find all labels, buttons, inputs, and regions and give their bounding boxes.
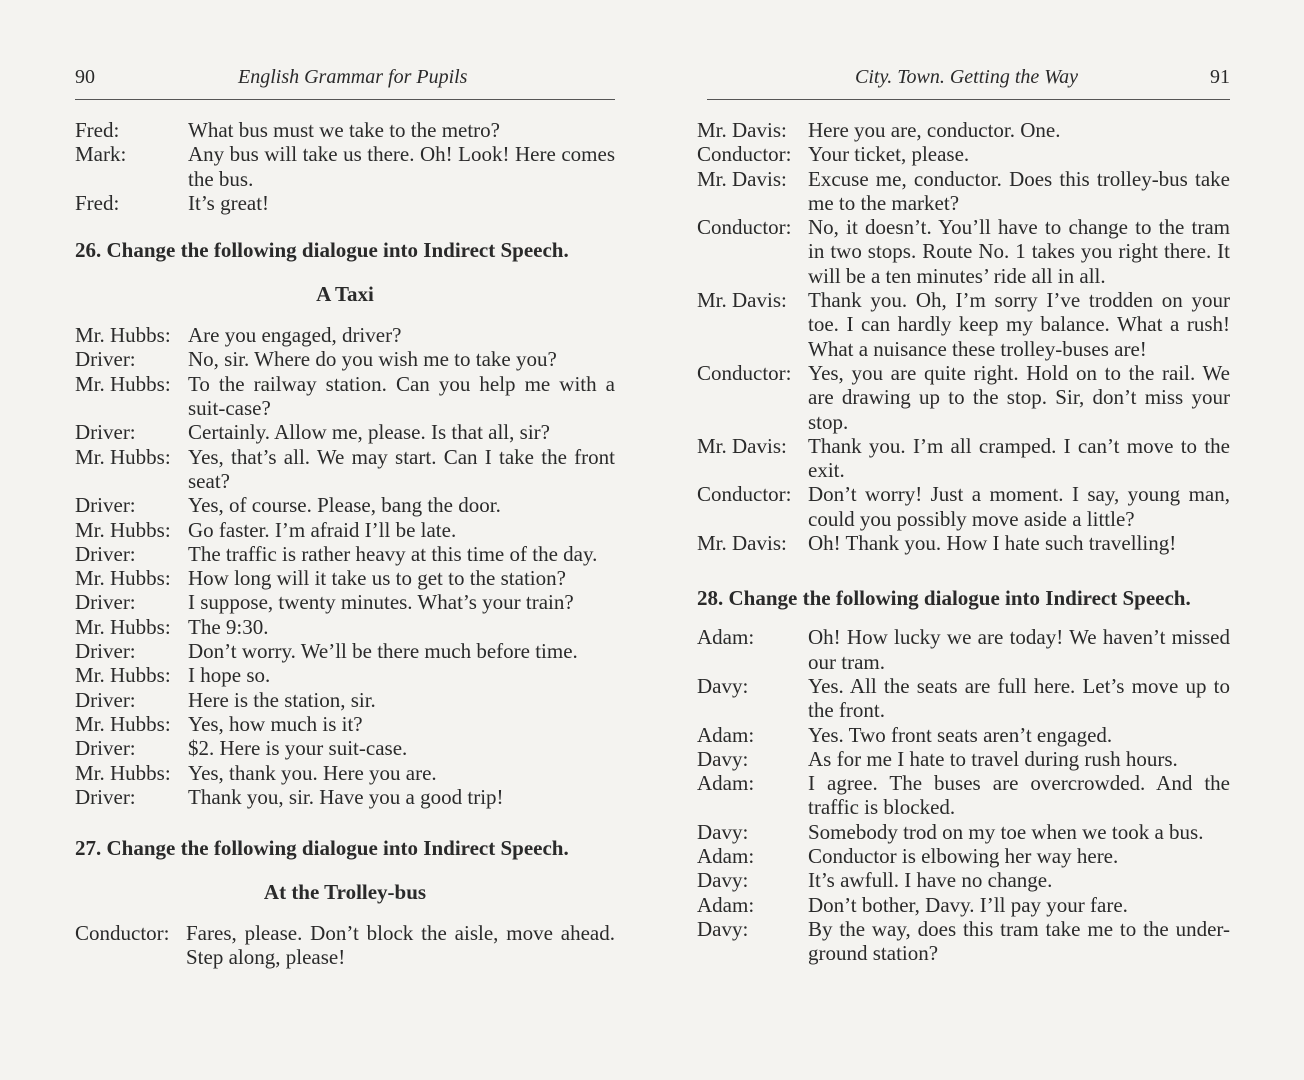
dialogue-line bbox=[75, 761, 615, 785]
speaker-name: Mr. Hubbs: bbox=[75, 614, 171, 639]
dialogue-line bbox=[75, 118, 615, 142]
dialogue-line bbox=[75, 493, 615, 517]
speech-text: Are you engaged, driver? bbox=[188, 323, 402, 348]
dialogue-line bbox=[75, 785, 615, 809]
speaker-name: Conductor: bbox=[697, 215, 792, 240]
speaker-name: Conductor: bbox=[697, 482, 792, 507]
speaker-name: Fred: bbox=[75, 118, 120, 142]
speech-text: The 9:30. bbox=[188, 614, 269, 639]
dialogue-line bbox=[697, 771, 1230, 820]
dialogue-line bbox=[75, 518, 615, 542]
dialogue-line bbox=[75, 566, 615, 590]
speech-text: To the railway station. Can you help me with a suit-case? bbox=[188, 371, 615, 421]
dialogue-line bbox=[697, 893, 1230, 917]
speech-text: Here is the station, sir. bbox=[188, 687, 376, 712]
speech-text: Oh! Thank you. How I hate such travelling! bbox=[808, 531, 1177, 556]
speech-text: Here you are, conductor. One. bbox=[808, 118, 1061, 142]
dialogue-line bbox=[75, 712, 615, 736]
speech-text: Excuse me, conductor. Does this trolley-bus take me to the market? bbox=[808, 166, 1230, 215]
header-rule bbox=[75, 99, 615, 100]
speech-text: Fares, please. Don’t block the aisle, move ahead. Step along, please! bbox=[186, 921, 615, 970]
speech-text: It’s great! bbox=[188, 190, 270, 215]
speech-text: Yes, you are quite right. Hold on to the rail. We are drawing up to the stop. Sir, don’t miss your stop. bbox=[808, 360, 1230, 434]
speaker-name: Driver: bbox=[75, 736, 136, 761]
speech-text: Yes, how much is it? bbox=[188, 711, 363, 736]
speaker-name: Davy: bbox=[697, 746, 749, 771]
dialogue-line bbox=[697, 674, 1230, 723]
right-page bbox=[652, 0, 1304, 1080]
speech-text: Certainly. Allow me, please. Is that all, sir? bbox=[188, 420, 550, 445]
speaker-name: Conductor: bbox=[697, 360, 792, 385]
dialogue-line bbox=[697, 844, 1230, 868]
speaker-name: Driver: bbox=[75, 541, 136, 566]
exercise-27-heading: 27. Change the following dialogue into Indirect Speech. bbox=[75, 836, 569, 861]
speaker-name: Driver: bbox=[75, 493, 136, 518]
running-title: English Grammar for Pupils bbox=[238, 66, 468, 88]
speaker-name: Mr. Hubbs: bbox=[75, 663, 171, 688]
speech-text: The traffic is rather heavy at this time of the day. bbox=[188, 541, 598, 566]
speech-text: Yes, of course. Please, bang the door. bbox=[188, 493, 501, 518]
page-number: 91 bbox=[1210, 66, 1230, 88]
page-number: 90 bbox=[75, 66, 95, 88]
left-header bbox=[75, 66, 615, 96]
dialogue-line bbox=[75, 445, 615, 494]
speech-text: Don’t bother, Davy. I’ll pay your fare. bbox=[808, 892, 1128, 917]
exercise-28-heading: 28. Change the following dialogue into Indirect Speech. bbox=[697, 586, 1191, 611]
exercise-26-title: A Taxi bbox=[316, 282, 374, 307]
dialogue-line bbox=[75, 663, 615, 687]
speech-text: Yes, that’s all. We may start. Can I take the front seat? bbox=[188, 444, 615, 493]
right-content bbox=[697, 118, 1230, 966]
speech-text: Thank you. I’m all cramped. I can’t move to the exit. bbox=[808, 433, 1230, 483]
speech-text: I agree. The buses are overcrowded. And the traffic is blocked. bbox=[808, 771, 1230, 820]
dialogue-line bbox=[697, 361, 1230, 434]
speaker-name: Mr. Hubbs: bbox=[75, 517, 171, 542]
speech-text: I suppose, twenty minutes. What’s your train? bbox=[188, 590, 574, 615]
dialogue-line bbox=[75, 323, 615, 347]
speech-text: As for me I hate to travel during rush hours. bbox=[808, 746, 1178, 771]
speech-text: Yes, thank you. Here you are. bbox=[188, 760, 437, 785]
exercise-27-title: At the Trolley-bus bbox=[263, 880, 427, 905]
speech-text: I hope so. bbox=[188, 663, 271, 688]
dialogue-line bbox=[75, 347, 615, 371]
speaker-name: Mr. Hubbs: bbox=[75, 760, 171, 785]
speaker-name: Mr. Hubbs: bbox=[75, 444, 171, 469]
speaker-name: Driver: bbox=[75, 639, 136, 664]
speaker-name: Adam: bbox=[697, 625, 755, 650]
speaker-name: Mr. Hubbs: bbox=[75, 566, 171, 591]
speaker-name: Davy: bbox=[697, 868, 749, 893]
speech-text: Any bus will take us there. Oh! Look! Here comes the bus. bbox=[188, 142, 615, 191]
speaker-name: Driver: bbox=[75, 590, 136, 615]
speaker-name: Conductor: bbox=[75, 921, 170, 946]
header-rule bbox=[707, 99, 1230, 100]
dialogue-line bbox=[697, 482, 1230, 531]
speaker-name: Fred: bbox=[75, 190, 120, 215]
dialogue-line bbox=[697, 820, 1230, 844]
dialogue-line bbox=[697, 531, 1230, 555]
dialogue-line bbox=[75, 615, 615, 639]
dialogue-line bbox=[75, 688, 615, 712]
speaker-name: Mr. Davis: bbox=[697, 118, 787, 142]
speech-text: It’s awfull. I have no change. bbox=[808, 868, 1053, 893]
running-title: City. Town. Getting the Way bbox=[855, 66, 1078, 88]
dialogue-line bbox=[697, 288, 1230, 361]
dialogue-line bbox=[697, 142, 1230, 166]
speech-text: Your ticket, please. bbox=[808, 142, 970, 167]
dialogue-line bbox=[75, 191, 615, 215]
speaker-name: Davy: bbox=[697, 673, 749, 698]
speaker-name: Driver: bbox=[75, 420, 136, 445]
dialogue-line bbox=[697, 917, 1230, 966]
speech-text: Go faster. I’m afraid I’ll be late. bbox=[188, 517, 457, 542]
dialogue-line bbox=[697, 215, 1230, 288]
speaker-name: Mark: bbox=[75, 142, 127, 167]
speech-text: By the way, does this tram take me to the under-ground station? bbox=[808, 916, 1230, 966]
dialogue-line bbox=[697, 723, 1230, 747]
dialogue-line bbox=[75, 142, 615, 191]
dialogue-line bbox=[75, 921, 615, 970]
dialogue-line bbox=[75, 590, 615, 614]
right-header bbox=[697, 66, 1230, 96]
dialogue-trolley-cont bbox=[697, 118, 1230, 555]
dialogue-taxi bbox=[75, 323, 615, 809]
dialogue-line bbox=[697, 868, 1230, 892]
speaker-name: Driver: bbox=[75, 347, 136, 372]
left-content bbox=[75, 118, 615, 970]
speech-text: How long will it take us to get to the station? bbox=[188, 566, 566, 591]
speech-text: What bus must we take to the metro? bbox=[188, 118, 500, 142]
dialogue-line bbox=[697, 625, 1230, 674]
speech-text: No, it doesn’t. You’ll have to change to the tram in two stops. Route No. 1 takes you right there. It will be a ten minutes’ ride all in all. bbox=[808, 215, 1230, 288]
speaker-name: Davy: bbox=[697, 819, 749, 844]
speaker-name: Conductor: bbox=[697, 142, 792, 167]
speech-text: Don’t worry. We’ll be there much before time. bbox=[188, 639, 578, 664]
speaker-name: Driver: bbox=[75, 687, 136, 712]
speaker-name: Mr. Davis: bbox=[697, 531, 787, 556]
dialogue-line bbox=[75, 420, 615, 444]
dialogue-line bbox=[75, 372, 615, 421]
dialogue-line bbox=[75, 639, 615, 663]
dialogue-line bbox=[697, 167, 1230, 216]
dialogue-line bbox=[697, 747, 1230, 771]
dialogue-line bbox=[75, 542, 615, 566]
dialogue-tram bbox=[697, 625, 1230, 965]
speech-text: Conductor is elbowing her way here. bbox=[808, 844, 1119, 869]
speaker-name: Mr. Hubbs: bbox=[75, 371, 171, 396]
speech-text: Yes. All the seats are full here. Let’s move up to the front. bbox=[808, 673, 1230, 723]
speaker-name: Adam: bbox=[697, 844, 755, 869]
speech-text: $2. Here is your suit-case. bbox=[188, 736, 408, 761]
speech-text: No, sir. Where do you wish me to take you? bbox=[188, 347, 557, 372]
speaker-name: Mr. Davis: bbox=[697, 288, 787, 313]
speaker-name: Mr. Davis: bbox=[697, 166, 787, 191]
speech-text: Oh! How lucky we are today! We haven’t missed our tram. bbox=[808, 625, 1230, 674]
speaker-name: Mr. Hubbs: bbox=[75, 711, 171, 736]
dialogue-intro bbox=[75, 118, 615, 215]
speaker-name: Adam: bbox=[697, 771, 755, 796]
speech-text: Thank you. Oh, I’m sorry I’ve trodden on your toe. I can hardly keep my balance. What a rush! What a nuisance these trolley-buses are! bbox=[808, 288, 1230, 361]
speaker-name: Driver: bbox=[75, 784, 136, 809]
dialogue-line bbox=[697, 434, 1230, 483]
speaker-name: Mr. Davis: bbox=[697, 433, 787, 458]
dialogue-line bbox=[697, 118, 1230, 142]
speech-text: Somebody trod on my toe when we took a bus. bbox=[808, 819, 1204, 844]
speaker-name: Adam: bbox=[697, 722, 755, 747]
speaker-name: Adam: bbox=[697, 892, 755, 917]
dialogue-trolley-start bbox=[75, 921, 615, 970]
speaker-name: Mr. Hubbs: bbox=[75, 323, 171, 348]
dialogue-line bbox=[75, 736, 615, 760]
speaker-name: Davy: bbox=[697, 916, 749, 941]
speech-text: Yes. Two front seats aren’t engaged. bbox=[808, 722, 1113, 747]
speech-text: Thank you, sir. Have you a good trip! bbox=[188, 784, 504, 809]
exercise-26-heading: 26. Change the following dialogue into Indirect Speech. bbox=[75, 238, 569, 263]
speech-text: Don’t worry! Just a moment. I say, young man, could you possibly move aside a little? bbox=[808, 482, 1230, 531]
